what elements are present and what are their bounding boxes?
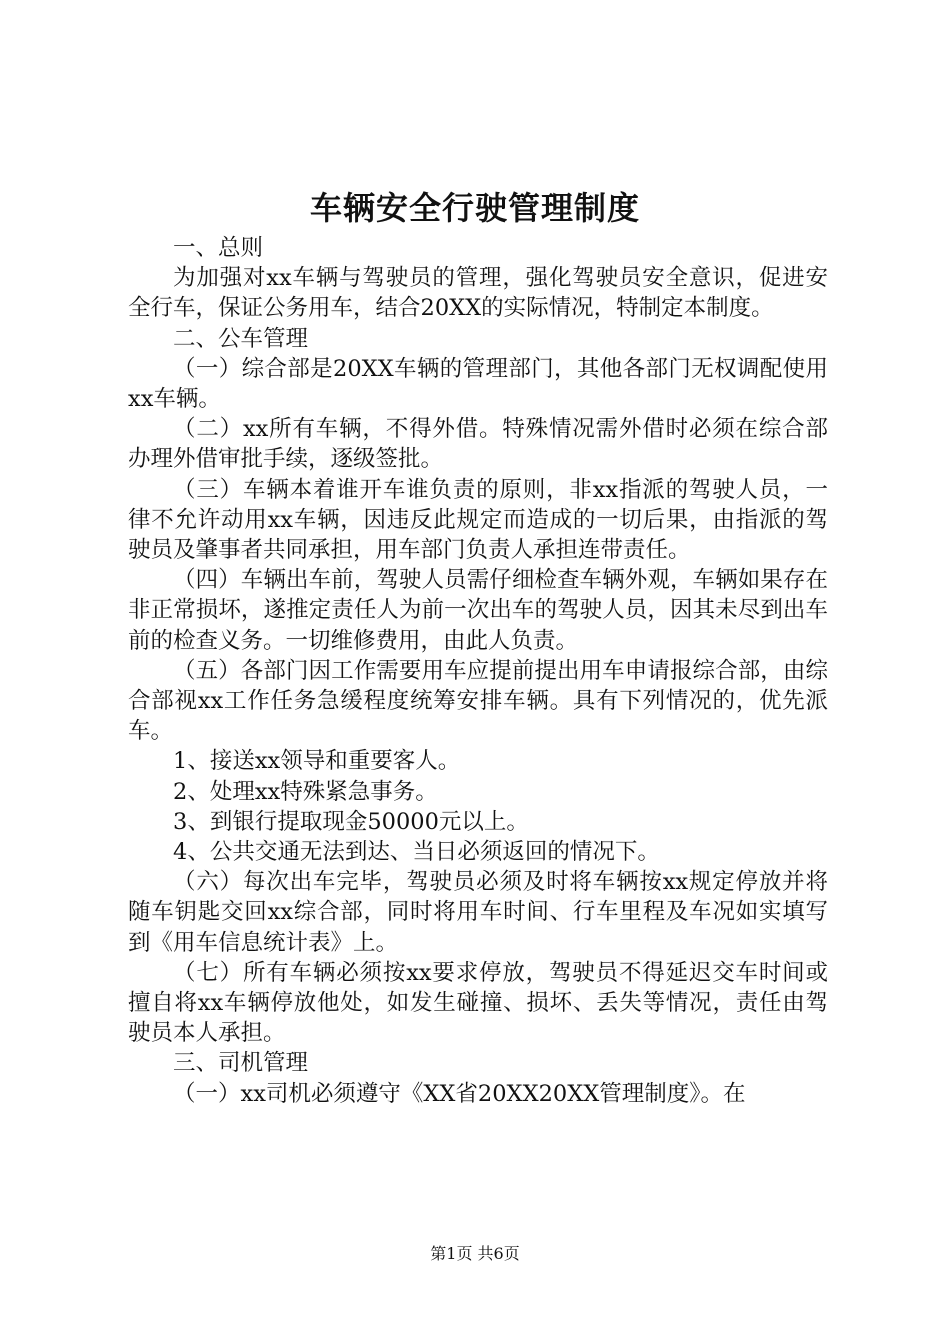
document-title: 车辆安全行驶管理制度 xyxy=(309,189,640,227)
paragraph: （一）xx司机必须遵守《XX省20XX20XX管理制度》。在 xyxy=(173,1080,746,1107)
list-item: 1、接送xx领导和重要客人。 xyxy=(173,748,461,775)
paragraph: （一）综合部是20XX车辆的管理部门，其他各部门无权调配使用xx车辆。 xyxy=(128,355,828,413)
paragraph: （六）每次出车完毕，驾驶员必须及时将车辆按xx规定停放并将随车钥匙交回xx综合部，同时将用车时间、行车里程及车况如实填写到《用车信息统计表》上。 xyxy=(128,869,828,956)
document-body xyxy=(128,233,828,1109)
page-footer: 第1页 共6页 xyxy=(430,1244,520,1263)
paragraph: 为加强对xx车辆与驾驶员的管理，强化驾驶员安全意识，促进安全行车，保证公务用车，结合20XX的实际情况，特制定本制度。 xyxy=(128,265,828,322)
paragraph: （七）所有车辆必须按xx要求停放，驾驶员不得延迟交车时间或擅自将xx车辆停放他处，如发生碰撞、损坏、丢失等情况，责任由驾驶员本人承担。 xyxy=(128,959,828,1047)
section-heading-vehicle-management: 二、公车管理 xyxy=(173,325,309,352)
list-item: 4、公共交通无法到达、当日必须返回的情况下。 xyxy=(173,839,660,866)
list-item: 2、处理xx特殊紧急事务。 xyxy=(173,778,438,805)
paragraph: （四）车辆出车前，驾驶人员需仔细检查车辆外观，车辆如果存在非正常损坏，遂推定责任人为前一次出车的驾驶人员，因其未尽到出车前的检查义务。一切维修费用，由此人负责。 xyxy=(128,567,828,654)
section-heading-general: 一、总则 xyxy=(173,235,264,261)
paragraph: （三）车辆本着谁开车谁负责的原则，非xx指派的驾驶人员，一律不允许动用xx车辆，因违反此规定而造成的一切后果，由指派的驾驶员及肇事者共同承担，用车部门负责人承担连带责任。 xyxy=(128,476,828,564)
section-heading-driver-management: 三、司机管理 xyxy=(173,1050,309,1077)
paragraph: （五）各部门因工作需要用车应提前提出用车申请报综合部，由综合部视xx工作任务急缓程度统筹安排车辆。具有下列情况的，优先派车。 xyxy=(128,657,828,745)
list-item: 3、到银行提取现金50000元以上。 xyxy=(173,808,529,835)
paragraph: （二）xx所有车辆，不得外借。特殊情况需外借时必须在综合部办理外借审批手续，逐级签批。 xyxy=(128,416,828,473)
